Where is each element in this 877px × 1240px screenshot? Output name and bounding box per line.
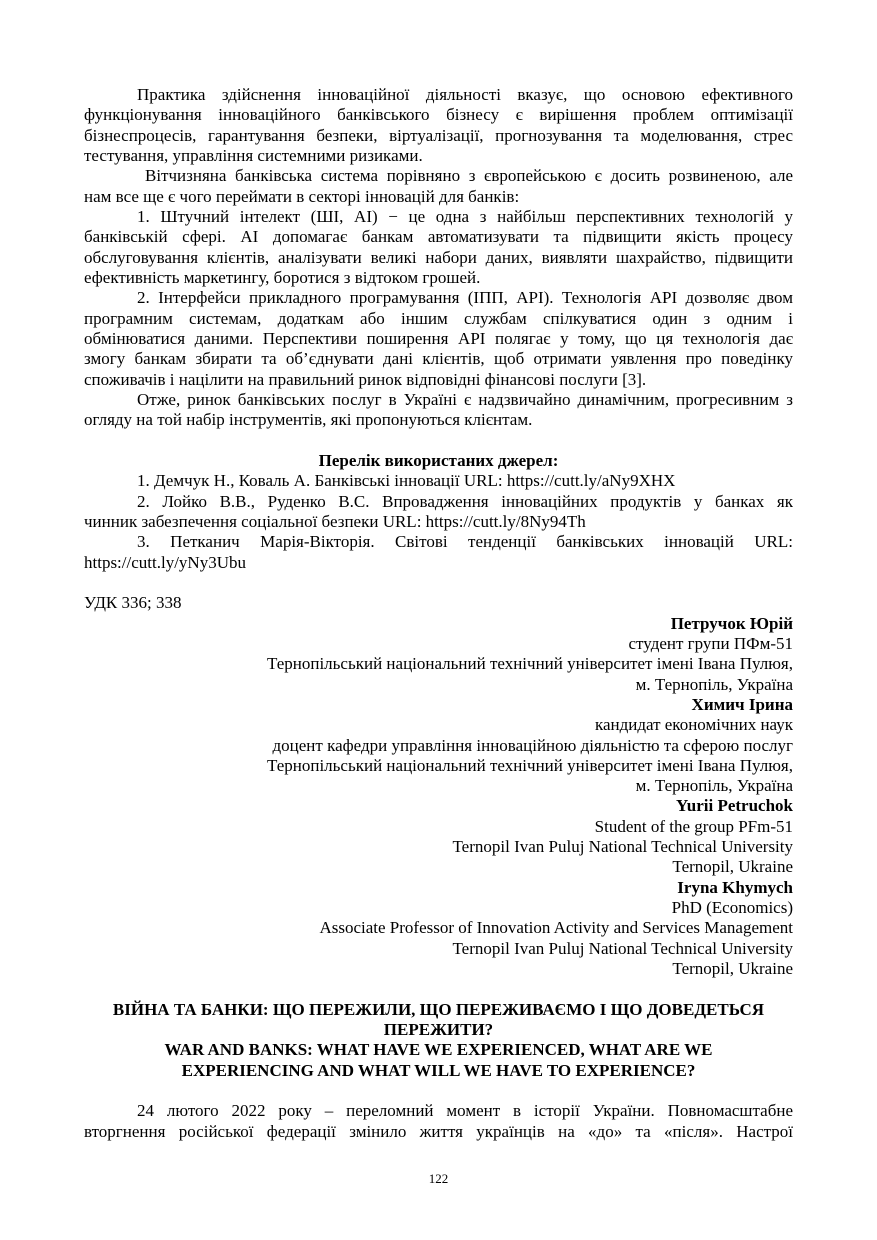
author-detail-line: м. Тернопіль, Україна: [635, 776, 793, 796]
references-section: [84, 451, 793, 573]
page-content: [84, 85, 793, 1142]
author-detail-line: Associate Professor of Innovation Activity and Services Management: [319, 918, 793, 938]
paragraph-line: ефективність маркетингу, боротися з відтоком грошей.: [84, 267, 481, 287]
paragraph-line: обмінюватися даними. Перспективи поширення API полягає у тому, що ця технологія дає: [84, 328, 793, 348]
author-name: Yurii Petruchok: [676, 796, 793, 816]
author-name: Петручок Юрій: [670, 613, 793, 633]
paragraph-line: нам все ще є чого переймати в секторі інновацій для банків:: [84, 186, 520, 206]
author-block: [84, 614, 793, 695]
paragraph-line: вторгнення російської федерації змінило життя українців на «до» та «після». Настрої: [84, 1121, 793, 1141]
author-detail-line: Тернопільський національний технічний університет імені Івана Пулюя,: [266, 755, 793, 775]
paragraph-line: Вітчизняна банківська система порівняно з європейською є досить розвиненою, але: [145, 166, 793, 186]
blank-line: [84, 431, 793, 451]
udc-code: УДК 336; 338: [84, 593, 182, 613]
author-detail-line: кандидат економічних наук: [594, 715, 793, 735]
reference-item: [84, 492, 793, 533]
author-detail-line: студент групи ПФм-51: [628, 633, 793, 653]
author-block: [84, 878, 793, 980]
blank-line: [84, 1081, 793, 1101]
author-detail-line: Тернопільський національний технічний університет імені Івана Пулюя,: [266, 654, 793, 674]
paragraph-line: бізнеспроцесів, гарантування безпеки, віртуалізації, прогнозування та моделювання, стрес: [84, 125, 793, 145]
paragraph-line: 2. Інтерфейси прикладного програмування (ІПП, API). Технологія API дозволяє двом: [137, 288, 793, 308]
author-name: Iryna Khymych: [677, 877, 793, 897]
paragraph: [84, 85, 793, 166]
author-detail-line: Student of the group PFm-51: [594, 816, 793, 836]
paragraph-line: Практика здійснення інноваційної діяльності вказує, що основою ефективного: [137, 85, 793, 104]
paragraph-line: обслуговування клієнтів, аналізувати великі набори даних, виявляти шахрайство, підвищити: [84, 247, 793, 267]
paragraph-line: банківській сфері. AI допомагає банкам автоматизувати та підвищити якість процесу: [84, 227, 793, 247]
author-detail-line: PhD (Economics): [671, 898, 793, 918]
reference-item: [84, 532, 793, 573]
blank-line: [84, 979, 793, 999]
paragraph-line: програмним системам, додаткам або іншим службам спілкуватися один з одним і: [84, 308, 793, 328]
author-detail-line: Ternopil, Ukraine: [672, 857, 793, 877]
intro-paragraph: [84, 1101, 793, 1142]
paragraph: [84, 390, 793, 431]
author-block: [84, 695, 793, 797]
author-detail-line: доцент кафедри управління інноваційною діяльністю та сферою послуг: [272, 735, 793, 755]
paragraph-line: тестування, управління системними ризиками.: [84, 145, 423, 165]
paragraph-line: Отже, ринок банківських послуг в Україні є надзвичайно динамічним, прогресивним з: [137, 389, 793, 409]
title-line: EXPERIENCING AND WHAT WILL WE HAVE TO EXPERIENCE?: [181, 1060, 696, 1080]
paragraph: [84, 207, 793, 288]
author-detail-line: м. Тернопіль, Україна: [635, 674, 793, 694]
reference-item: [84, 471, 793, 491]
paragraph-line: споживачів і націлити на правильний ринок відповідні фінансові послуги [3].: [84, 369, 647, 389]
paragraph: [84, 166, 793, 207]
author-block: [84, 796, 793, 877]
paragraph: [84, 288, 793, 390]
author-name: Химич Ірина: [691, 694, 793, 714]
paragraph-line: функціонування інноваційного банківського бізнесу є вирішення проблем оптимізації: [84, 105, 793, 125]
paragraph-line: огляду на той набір інструментів, які пропонуються клієнтам.: [84, 410, 533, 430]
article-title: [84, 1000, 793, 1081]
references-heading: Перелік використаних джерел:: [318, 450, 559, 470]
reference-line: 2. Лойко В.В., Руденко В.С. Впровадження інноваційних продуктів у банках як: [137, 491, 793, 511]
paragraph-line: 24 лютого 2022 року – переломний момент в історії України. Повномасштабне: [137, 1101, 793, 1121]
author-detail-line: Ternopil Ivan Puluj National Technical University: [452, 938, 793, 958]
author-detail-line: Ternopil, Ukraine: [672, 959, 793, 979]
title-line: ВІЙНА ТА БАНКИ: ЩО ПЕРЕЖИЛИ, ЩО ПЕРЕЖИВАЄМО І ЩО ДОВЕДЕТЬСЯ: [112, 999, 765, 1019]
reference-line: чинник забезпечення соціальної безпеки URL: https://cutt.ly/8Ny94Th: [84, 511, 586, 531]
title-line: WAR AND BANKS: WHAT HAVE WE EXPERIENCED, WHAT ARE WE: [164, 1040, 713, 1060]
reference-line: 3. Петканич Марія-Вікторія. Світові тенденції банківських інновацій URL:: [137, 532, 793, 552]
title-line: ПЕРЕЖИТИ?: [383, 1020, 494, 1040]
reference-line: https://cutt.ly/yNy3Ubu: [84, 552, 246, 572]
author-detail-line: Ternopil Ivan Puluj National Technical University: [452, 837, 793, 857]
paragraph-line: 1. Штучний інтелект (ШІ, AI) − це одна з найбільш перспективних технологій у: [137, 206, 793, 226]
reference-line: 1. Демчук Н., Коваль А. Банківські інновації URL: https://cutt.ly/aNy9XHX: [137, 471, 676, 491]
blank-line: [84, 573, 793, 593]
page-number: 122: [428, 1171, 449, 1186]
paragraph-line: змогу банкам збирати та об’єднувати дані клієнтів, щоб отримати уявлення про поведінку: [84, 349, 793, 369]
